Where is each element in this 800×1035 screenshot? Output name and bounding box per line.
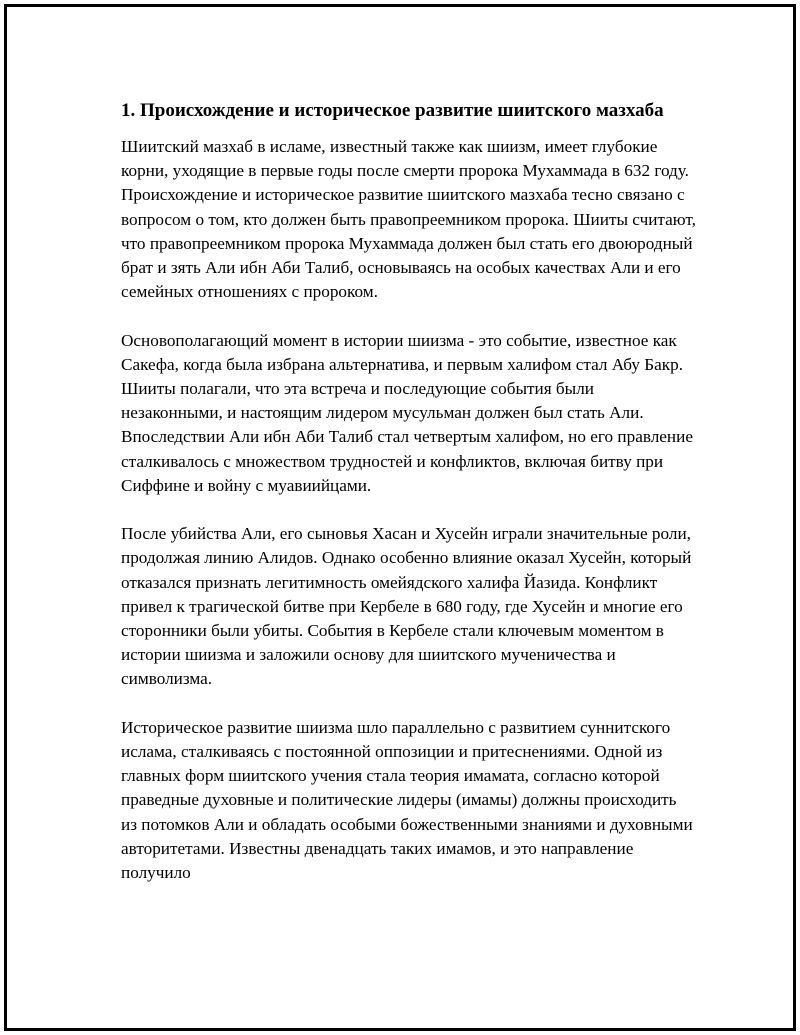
paragraph-1: Шиитский мазхаб в исламе, известный также как шиизм, имеет глубокие корни, уходящие в первые годы после смерти пророка Мухаммада в 632 году. Происхождение и историческое развитие шиитского мазхаба тесно связано с вопросом о том, кто должен быть правопреемником пророка. Шииты считают, что правопреемником пророка Мухаммада должен был стать его двоюродный брат и зять Али ибн Аби Талиб, основываясь на особых качествах Али и его семейных отношениях с пророком. (121, 137, 696, 302)
paragraph-2: Основополагающий момент в истории шиизма - это событие, известное как Сакефа, когда была избрана альтернатива, и первым халифом стал Абу Бакр. Шииты полагали, что эта встреча и последующие события были незаконными, и настоящим лидером мусульман должен был стать Али. Впоследствии Али ибн Аби Талиб стал четвертым халифом, но его правление сталкивалось с множеством трудностей и конфликтов, включая битву при Сиффине и войну с муавиийцами. (121, 330, 693, 495)
paragraph-4: Историческое развитие шиизма шло параллельно с развитием суннитского ислама, сталкиваясь с постоянной оппозиции и притеснениями. Одной из главных форм шиитского учения стала теория имамата, согласно которой праведные духовные и политические лидеры (имамы) должны происходить из потомков Али и обладать особыми божественными знаниями и духовными авторитетами. Известны двенадцать таких имамов, и это направление получило (121, 717, 693, 883)
section-heading: 1. Происхождение и историческое развитие шиитского мазхаба (121, 100, 664, 121)
document-body (121, 97, 696, 885)
paragraph-3: После убийства Али, его сыновья Хасан и Хусейн играли значительные роли, продолжая линию Алидов. Однако особенно влияние оказал Хусейн, который отказался признать легитимность омейядского халифа Йазида. Конфликт привел к трагической битве при Кербеле в 680 году, где Хусейн и многие его сторонники были убиты. События в Кербеле стали ключевым моментом в истории шиизма и заложили основу для шиитского мученичества и символизма. (121, 524, 692, 689)
page-frame (4, 4, 796, 1031)
